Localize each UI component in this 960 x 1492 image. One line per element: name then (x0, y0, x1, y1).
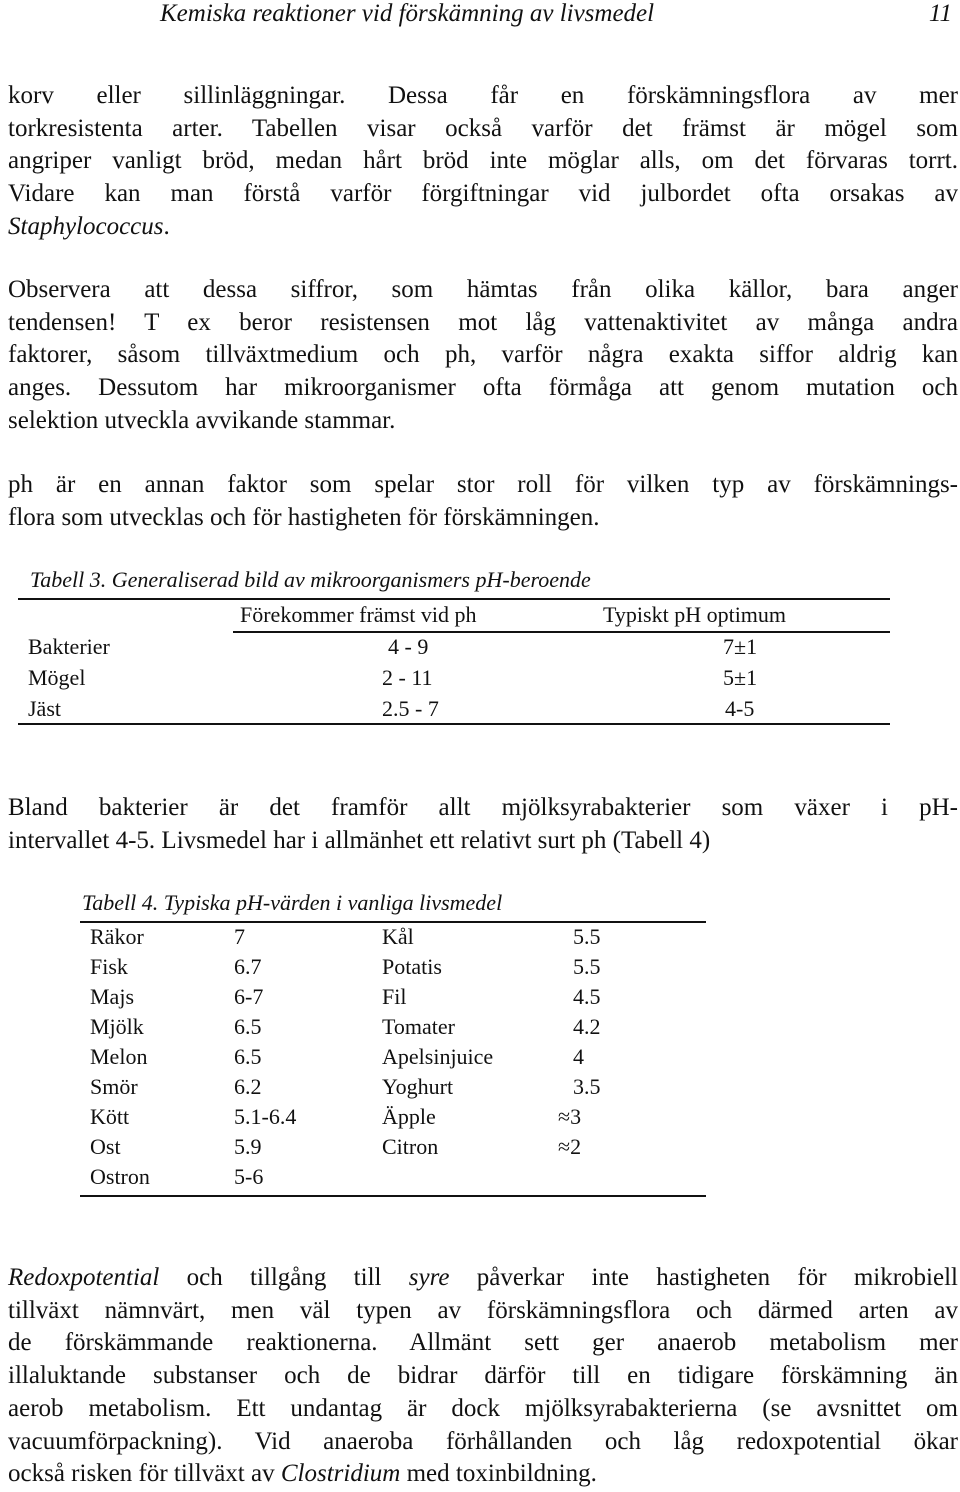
table4-food: Ost (90, 1134, 121, 1159)
table4-ph: 6.7 (234, 954, 262, 979)
text-line: de förskämmande reaktionerna. Allmänt sett ger anaerob metabolism mer (8, 1329, 958, 1357)
table3-row-optimum: 7±1 (723, 634, 758, 659)
text-line: tendensen! T ex beror resistensen mot låg vattenaktivitet av många andra (8, 308, 958, 336)
table3-header-range: Förekommer främst vid ph (240, 602, 477, 627)
table4-food: Räkor (90, 924, 144, 949)
table3-caption: Tabell 3. Generaliserad bild av mikroorganismers pH-beroende (30, 567, 591, 592)
text-line: Bland bakterier är det framför allt mjölksyrabakterier som växer i pH- (8, 794, 958, 821)
table4-food: Majs (90, 984, 134, 1009)
table4-ph: 4.5 (573, 984, 601, 1009)
paragraph-2 (8, 274, 958, 438)
text-line (8, 1262, 958, 1295)
table4-food: Melon (90, 1044, 148, 1069)
text-line: aerob metabolism. Ett undantag är dock mjölksyrabakterierna (se avsnittet om (8, 1394, 958, 1422)
table4 (80, 924, 706, 1196)
paragraph-4 (8, 792, 958, 857)
table4-ph: 4 (573, 1044, 584, 1069)
table4-food: Tomater (382, 1014, 455, 1039)
table3-header-optimum: Typiskt pH optimum (603, 602, 787, 627)
table4-food: Apelsinjuice (382, 1044, 494, 1069)
table4-food: Kål (382, 924, 414, 949)
text-fragment: med toxinbildning. (400, 1460, 597, 1488)
italic-term: syre (408, 1264, 450, 1291)
table4-ph: ≈3 (558, 1104, 582, 1129)
table3-row-optimum: 5±1 (723, 665, 758, 690)
table4-ph: 4.2 (573, 1014, 601, 1039)
text-line: angriper vanligt bröd, medan hårt bröd inte möglar alls, om det förvaras torrt. (8, 147, 958, 175)
text-line: illaluktande substanser och de bidrar därför till en tidigare förskämning än (8, 1362, 958, 1390)
text-line: selektion utveckla avvikande stammar. (8, 406, 396, 434)
table4-ph: 3.5 (573, 1074, 601, 1099)
header-title: Kemiska reaktioner vid förskämning av livsmedel (160, 0, 655, 27)
table3-row-name: Mögel (28, 665, 86, 690)
table4-ph: 6.5 (234, 1044, 262, 1069)
table4-ph: 6-7 (234, 984, 264, 1009)
italic-term: Clostridium (280, 1460, 401, 1488)
table4-ph: 6.5 (234, 1014, 262, 1039)
table4-food: Smör (90, 1074, 138, 1099)
table3-row-range: 4 - 9 (388, 634, 429, 659)
table4-food: Mjölk (90, 1014, 144, 1039)
table4-food: Fisk (90, 954, 128, 979)
text-line: torkresistenta arter. Tabellen visar också varför det främst är mögel som (8, 114, 958, 142)
text-line: ph är en annan faktor som spelar stor roll för vilken typ av förskämnings- (8, 471, 958, 498)
table4-top-rule (80, 921, 706, 923)
table4-ph: 5.5 (573, 954, 601, 979)
table3-row-range: 2 - 11 (382, 665, 433, 690)
table4-ph: 5.5 (573, 924, 601, 949)
table4-ph: 5.1-6.4 (234, 1104, 297, 1129)
text-line (8, 1458, 958, 1491)
paragraph-3 (8, 469, 958, 534)
table4-ph: ≈2 (558, 1134, 582, 1159)
text-line: intervallet 4-5. Livsmedel har i allmänhet ett relativt surt ph (Tabell 4) (8, 826, 711, 854)
table4-ph: 5-6 (234, 1164, 264, 1189)
table4-bottom-rule (80, 1195, 706, 1197)
text-line: Observera att dessa siffror, som hämtas från olika källor, bara anger (8, 276, 958, 303)
text-fragment: också risken för tillväxt av (8, 1460, 281, 1488)
table3 (18, 602, 890, 732)
text-fragment: och tillgång till (159, 1264, 409, 1291)
text-line: anges. Dessutom har mikroorganismer ofta förmåga att genom mutation och (8, 374, 958, 402)
paragraph-5 (8, 1262, 958, 1491)
table3-bottom-rule (18, 723, 890, 725)
text-line: tillväxt nämnvärt, men väl typen av förskämningsflora och därmed arten av (8, 1296, 958, 1324)
table4-food: Äpple (382, 1104, 436, 1129)
text-line: flora som utvecklas och för hastigheten för förskämningen. (8, 503, 600, 531)
text-fragment: påverkar inte hastigheten för mikrobiell (449, 1264, 958, 1291)
text-line (8, 211, 958, 244)
table4-food: Potatis (382, 954, 442, 979)
table3-row-range: 2.5 - 7 (382, 696, 439, 721)
text-line: Vidare kan man förstå varför förgiftningar vid julbordet ofta orsakas av (8, 180, 958, 208)
table4-caption: Tabell 4. Typiska pH-värden i vanliga livsmedel (82, 890, 503, 915)
table4-food: Yoghurt (382, 1074, 454, 1099)
table4-ph: 5.9 (234, 1134, 262, 1159)
table4-food: Ostron (90, 1164, 150, 1189)
table4-ph: 7 (234, 924, 245, 949)
table3-top-rule (18, 598, 890, 600)
table3-row-optimum: 4-5 (725, 696, 755, 721)
table3-row-name: Bakterier (28, 634, 110, 659)
page-number: 11 (928, 0, 952, 27)
text-line: korv eller sillinläggningar. Dessa får en förskämningsflora av mer (8, 82, 958, 109)
italic-term: Staphylococcus (8, 212, 164, 240)
text-fragment: . (163, 212, 170, 240)
italic-term: Redoxpotential (8, 1264, 160, 1291)
table4-food: Kött (90, 1104, 130, 1129)
table3-header-rule (233, 631, 890, 633)
paragraph-1 (8, 80, 958, 244)
table4-food: Citron (382, 1134, 439, 1159)
table3-row-name: Jäst (28, 696, 61, 721)
table4-food: Fil (382, 984, 407, 1009)
text-line: vacuumförpackning). Vid anaeroba förhållanden och låg redoxpotential ökar (8, 1427, 958, 1455)
text-line: faktorer, såsom tillväxtmedium och ph, varför några exakta siffor aldrig kan (8, 341, 958, 369)
table4-ph: 6.2 (234, 1074, 262, 1099)
page-header (160, 0, 960, 32)
